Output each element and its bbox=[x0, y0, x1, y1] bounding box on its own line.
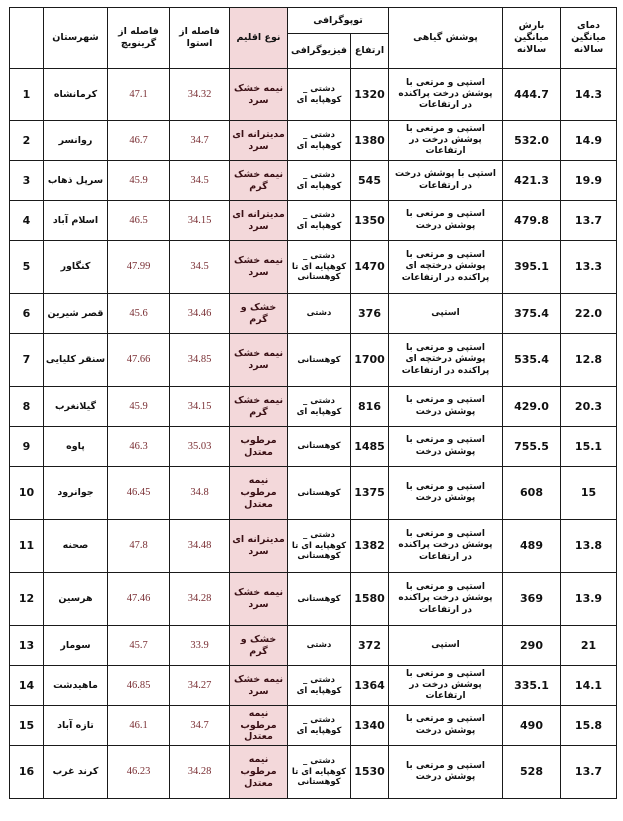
vegetation-cell: استپی bbox=[389, 294, 503, 334]
row-number-cell: 6 bbox=[10, 294, 44, 334]
city-name-cell: ماهیدشت bbox=[44, 666, 108, 706]
physiography-cell: دشتی _ کوهپایه ای bbox=[288, 161, 351, 201]
vegetation-cell: استپی و مرتعی با پوشش درخت پراکنده در ارتفاعات bbox=[389, 573, 503, 626]
equator-distance-cell: 34.5 bbox=[170, 161, 230, 201]
temperature-cell: 15.8 bbox=[561, 706, 617, 746]
greenwich-distance-cell: 46.85 bbox=[108, 666, 170, 706]
physiography-cell: دشتی _ کوهپایه ای bbox=[288, 201, 351, 241]
header-row-top bbox=[10, 8, 617, 34]
table-row bbox=[10, 427, 617, 467]
climate-type-cell: نیمه مرطوب معتدل bbox=[230, 467, 288, 520]
rainfall-cell: 479.8 bbox=[503, 201, 561, 241]
physiography-cell: دشتی _ کوهپایه ای bbox=[288, 666, 351, 706]
table-row bbox=[10, 69, 617, 121]
rainfall-cell: 528 bbox=[503, 746, 561, 799]
topography-header: توپوگرافی bbox=[288, 8, 389, 34]
equator-distance-cell: 34.46 bbox=[170, 294, 230, 334]
greenwich-distance-cell: 45.6 bbox=[108, 294, 170, 334]
table-row bbox=[10, 520, 617, 573]
row-number-cell: 11 bbox=[10, 520, 44, 573]
vegetation-header: پوشش گیاهی bbox=[389, 8, 503, 69]
physiography-cell: دشتی _ کوهپایه ای bbox=[288, 706, 351, 746]
rainfall-cell: 489 bbox=[503, 520, 561, 573]
city-header: شهرستان bbox=[44, 8, 108, 69]
elevation-cell: 1470 bbox=[351, 241, 389, 294]
equator-distance-cell: 34.5 bbox=[170, 241, 230, 294]
temperature-cell: 15.1 bbox=[561, 427, 617, 467]
climate-type-cell: خشک و گرم bbox=[230, 626, 288, 666]
row-number-cell: 14 bbox=[10, 666, 44, 706]
row-number-cell: 5 bbox=[10, 241, 44, 294]
physiography-cell: دشتی bbox=[288, 626, 351, 666]
elevation-cell: 372 bbox=[351, 626, 389, 666]
table-row bbox=[10, 746, 617, 799]
table-row bbox=[10, 467, 617, 520]
vegetation-cell: استپی و مرتعی با پوشش درخت bbox=[389, 706, 503, 746]
row-number-cell: 4 bbox=[10, 201, 44, 241]
table-row bbox=[10, 706, 617, 746]
climate-type-cell: مدیترانه ای سرد bbox=[230, 201, 288, 241]
temperature-cell: 15 bbox=[561, 467, 617, 520]
vegetation-cell: استپی و مرتعی با پوشش درخت پراکنده در ارتفاعات bbox=[389, 69, 503, 121]
elevation-cell: 1364 bbox=[351, 666, 389, 706]
equator-distance-cell: 34.28 bbox=[170, 573, 230, 626]
equator-distance-cell: 34.15 bbox=[170, 201, 230, 241]
elevation-cell: 816 bbox=[351, 387, 389, 427]
vegetation-cell: استپی و مرتعی با پوشش درختچه ای پراکنده در ارتفاعات bbox=[389, 241, 503, 294]
elevation-cell: 376 bbox=[351, 294, 389, 334]
temperature-cell: 14.9 bbox=[561, 121, 617, 161]
physiography-cell: دشتی _ کوهپایه ای bbox=[288, 121, 351, 161]
city-name-cell: کنگاور bbox=[44, 241, 108, 294]
physiography-cell: دشتی _ کوهپایه ای تا کوهستانی bbox=[288, 746, 351, 799]
temperature-cell: 13.8 bbox=[561, 520, 617, 573]
greenwich-distance-cell: 47.46 bbox=[108, 573, 170, 626]
climate-type-cell: نیمه خشک سرد bbox=[230, 334, 288, 387]
city-name-cell: صحنه bbox=[44, 520, 108, 573]
climate-type-cell: نیمه خشک گرم bbox=[230, 161, 288, 201]
climate-type-cell: نیمه مرطوب معتدل bbox=[230, 746, 288, 799]
rainfall-cell: 375.4 bbox=[503, 294, 561, 334]
elevation-cell: 1350 bbox=[351, 201, 389, 241]
table-row bbox=[10, 241, 617, 294]
climate-table-container bbox=[9, 7, 617, 799]
climate-type-cell: نیمه خشک سرد bbox=[230, 69, 288, 121]
row-number-header bbox=[10, 8, 44, 69]
greenwich-distance-cell: 45.9 bbox=[108, 387, 170, 427]
rainfall-cell: 444.7 bbox=[503, 69, 561, 121]
climate-type-cell: نیمه مرطوب معتدل bbox=[230, 706, 288, 746]
greenwich-distance-cell: 47.8 bbox=[108, 520, 170, 573]
elevation-header: ارتفاع bbox=[351, 34, 389, 69]
elevation-cell: 1320 bbox=[351, 69, 389, 121]
physiography-cell: کوهستانی bbox=[288, 573, 351, 626]
equator-distance-cell: 34.7 bbox=[170, 121, 230, 161]
row-number-cell: 16 bbox=[10, 746, 44, 799]
table-row bbox=[10, 573, 617, 626]
vegetation-cell: استپی و مرتعی با پوشش درخت bbox=[389, 201, 503, 241]
rainfall-cell: 369 bbox=[503, 573, 561, 626]
vegetation-cell: استپی bbox=[389, 626, 503, 666]
equator-distance-cell: 35.03 bbox=[170, 427, 230, 467]
temperature-cell: 14.3 bbox=[561, 69, 617, 121]
temperature-cell: 20.3 bbox=[561, 387, 617, 427]
vegetation-cell: استپی و مرتعی با پوشش درخت در ارتفاعات bbox=[389, 666, 503, 706]
table-row bbox=[10, 387, 617, 427]
climate-type-cell: مدیترانه ای سرد bbox=[230, 520, 288, 573]
table-row bbox=[10, 626, 617, 666]
rainfall-cell: 755.5 bbox=[503, 427, 561, 467]
vegetation-cell: استپی و مرتعی با پوشش درخت bbox=[389, 467, 503, 520]
city-name-cell: گیلانغرب bbox=[44, 387, 108, 427]
row-number-cell: 15 bbox=[10, 706, 44, 746]
temperature-cell: 13.7 bbox=[561, 201, 617, 241]
city-name-cell: سومار bbox=[44, 626, 108, 666]
greenwich-distance-cell: 47.66 bbox=[108, 334, 170, 387]
greenwich-distance-cell: 47.99 bbox=[108, 241, 170, 294]
elevation-cell: 1580 bbox=[351, 573, 389, 626]
city-name-cell: کرمانشاه bbox=[44, 69, 108, 121]
row-number-cell: 8 bbox=[10, 387, 44, 427]
greenwich-distance-cell: 46.5 bbox=[108, 201, 170, 241]
temperature-cell: 13.3 bbox=[561, 241, 617, 294]
climate-data-table bbox=[9, 7, 617, 799]
climate-type-cell: نیمه خشک گرم bbox=[230, 387, 288, 427]
rainfall-cell: 490 bbox=[503, 706, 561, 746]
rainfall-cell: 290 bbox=[503, 626, 561, 666]
table-row bbox=[10, 334, 617, 387]
temperature-cell: 19.9 bbox=[561, 161, 617, 201]
equator-distance-cell: 34.48 bbox=[170, 520, 230, 573]
temperature-cell: 13.9 bbox=[561, 573, 617, 626]
row-number-cell: 13 bbox=[10, 626, 44, 666]
rainfall-cell: 395.1 bbox=[503, 241, 561, 294]
equator-distance-cell: 33.9 bbox=[170, 626, 230, 666]
greenwich-distance-cell: 46.7 bbox=[108, 121, 170, 161]
climate-type-cell: مدیترانه ای سرد bbox=[230, 121, 288, 161]
temperature-cell: 14.1 bbox=[561, 666, 617, 706]
row-number-cell: 10 bbox=[10, 467, 44, 520]
elevation-cell: 1700 bbox=[351, 334, 389, 387]
table-row bbox=[10, 666, 617, 706]
rainfall-cell: 421.3 bbox=[503, 161, 561, 201]
physiography-cell: دشتی _ کوهپایه ای bbox=[288, 387, 351, 427]
elevation-cell: 1380 bbox=[351, 121, 389, 161]
city-name-cell: تازه آباد bbox=[44, 706, 108, 746]
vegetation-cell: استپی و مرتعی با پوشش درخت bbox=[389, 427, 503, 467]
vegetation-cell: استپی و مرتعی با پوشش درخت bbox=[389, 746, 503, 799]
rainfall-header: بارش میانگین سالانه bbox=[503, 8, 561, 69]
elevation-cell: 545 bbox=[351, 161, 389, 201]
physiography-cell: کوهستانی bbox=[288, 467, 351, 520]
city-name-cell: سنقر کلیایی bbox=[44, 334, 108, 387]
temperature-cell: 12.8 bbox=[561, 334, 617, 387]
climate-type-cell: نیمه خشک سرد bbox=[230, 666, 288, 706]
temperature-cell: 22.0 bbox=[561, 294, 617, 334]
elevation-cell: 1485 bbox=[351, 427, 389, 467]
physiography-cell: دشتی bbox=[288, 294, 351, 334]
equator-distance-cell: 34.27 bbox=[170, 666, 230, 706]
greenwich-distance-cell: 46.3 bbox=[108, 427, 170, 467]
climate-type-cell: نیمه خشک سرد bbox=[230, 573, 288, 626]
equator-distance-cell: 34.85 bbox=[170, 334, 230, 387]
row-number-cell: 2 bbox=[10, 121, 44, 161]
greenwich-distance-cell: 45.9 bbox=[108, 161, 170, 201]
greenwich-distance-header: فاصله از گرینویچ bbox=[108, 8, 170, 69]
table-row bbox=[10, 201, 617, 241]
greenwich-distance-cell: 47.1 bbox=[108, 69, 170, 121]
table-row bbox=[10, 121, 617, 161]
row-number-cell: 3 bbox=[10, 161, 44, 201]
vegetation-cell: استپی با پوشش درخت در ارتفاعات bbox=[389, 161, 503, 201]
city-name-cell: اسلام آباد bbox=[44, 201, 108, 241]
greenwich-distance-cell: 45.7 bbox=[108, 626, 170, 666]
rainfall-cell: 608 bbox=[503, 467, 561, 520]
city-name-cell: قصر شیرین bbox=[44, 294, 108, 334]
vegetation-cell: استپی و مرتعی با پوشش درخت پراکنده در ارتفاعات bbox=[389, 520, 503, 573]
temperature-cell: 21 bbox=[561, 626, 617, 666]
table-row bbox=[10, 294, 617, 334]
equator-distance-cell: 34.7 bbox=[170, 706, 230, 746]
climate-type-cell: خشک و گرم bbox=[230, 294, 288, 334]
rainfall-cell: 535.4 bbox=[503, 334, 561, 387]
city-name-cell: سرپل ذهاب bbox=[44, 161, 108, 201]
vegetation-cell: استپی و مرتعی با پوشش درخت bbox=[389, 387, 503, 427]
row-number-cell: 1 bbox=[10, 69, 44, 121]
table-row bbox=[10, 161, 617, 201]
greenwich-distance-cell: 46.23 bbox=[108, 746, 170, 799]
physiography-cell: کوهستانی bbox=[288, 427, 351, 467]
physiography-cell: کوهستانی bbox=[288, 334, 351, 387]
rainfall-cell: 429.0 bbox=[503, 387, 561, 427]
equator-distance-cell: 34.32 bbox=[170, 69, 230, 121]
physiography-header: فیزیوگرافی bbox=[288, 34, 351, 69]
elevation-cell: 1530 bbox=[351, 746, 389, 799]
vegetation-cell: استپی و مرتعی با پوشش درخت در ارتفاعات bbox=[389, 121, 503, 161]
elevation-cell: 1375 bbox=[351, 467, 389, 520]
row-number-cell: 7 bbox=[10, 334, 44, 387]
greenwich-distance-cell: 46.45 bbox=[108, 467, 170, 520]
elevation-cell: 1340 bbox=[351, 706, 389, 746]
row-number-cell: 9 bbox=[10, 427, 44, 467]
rainfall-cell: 532.0 bbox=[503, 121, 561, 161]
climate-type-cell: نیمه خشک سرد bbox=[230, 241, 288, 294]
temperature-cell: 13.7 bbox=[561, 746, 617, 799]
city-name-cell: هرسین bbox=[44, 573, 108, 626]
rainfall-cell: 335.1 bbox=[503, 666, 561, 706]
physiography-cell: دشتی _ کوهپایه ای تا کوهستانی bbox=[288, 241, 351, 294]
physiography-cell: دشتی _ کوهپایه ای bbox=[288, 69, 351, 121]
temperature-header: دمای میانگین سالانه bbox=[561, 8, 617, 69]
equator-distance-header: فاصله از استوا bbox=[170, 8, 230, 69]
equator-distance-cell: 34.28 bbox=[170, 746, 230, 799]
city-name-cell: کرند غرب bbox=[44, 746, 108, 799]
greenwich-distance-cell: 46.1 bbox=[108, 706, 170, 746]
row-number-cell: 12 bbox=[10, 573, 44, 626]
city-name-cell: جوانرود bbox=[44, 467, 108, 520]
equator-distance-cell: 34.15 bbox=[170, 387, 230, 427]
climate-type-cell: مرطوب معتدل bbox=[230, 427, 288, 467]
city-name-cell: پاوه bbox=[44, 427, 108, 467]
equator-distance-cell: 34.8 bbox=[170, 467, 230, 520]
city-name-cell: روانسر bbox=[44, 121, 108, 161]
vegetation-cell: استپی و مرتعی با پوشش درختچه ای پراکنده در ارتفاعات bbox=[389, 334, 503, 387]
elevation-cell: 1382 bbox=[351, 520, 389, 573]
climate-type-header: نوع اقلیم bbox=[230, 8, 288, 69]
physiography-cell: دشتی _ کوهپایه ای تا کوهستانی bbox=[288, 520, 351, 573]
